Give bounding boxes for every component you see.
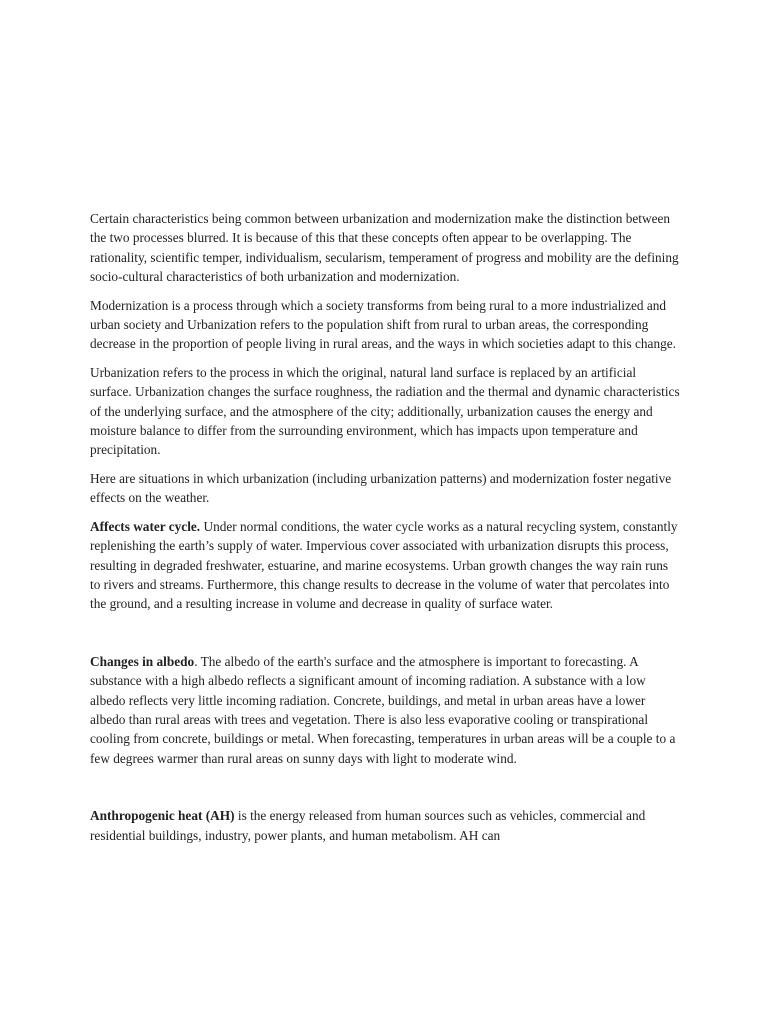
paragraph-situations: Here are situations in which urbanization (including urbanization patterns) and modernization foster negative effects on the weather. [90,470,672,506]
section-water-cycle [90,517,680,614]
paragraph-intro: Certain characteristics being common between urbanization and modernization make the distinction between the two processes blurred. It is because of this that these concepts often appear to be overlapping. The rationality, scientific temper, individualism, secularism, temperament of progress and mobility are the defining socio-cultural characteristics of both urbanization and modernization. [90,211,679,285]
section-albedo [90,652,680,768]
paragraph-urbanization: Urbanization refers to the process in which the original, natural land surface is replaced by an artificial surface. Urbanization changes the surface roughness, the radiation and the thermal and dynamic characteristics of the underlying surface, and the atmosphere of the city; additionally, urbanization causes the energy and moisture balance to differ from the surrounding environment, which has impacts upon temperature and precipitation. [90,364,680,458]
section-heading: Anthropogenic heat (AH) [90,808,235,824]
section-heading: Affects water cycle. [90,518,201,534]
section-body: Under normal conditions, the water cycle works as a natural recycling system, constantly replenishing the earth’s supply of water. Impervious cover associated with urbanization disrupts this process, resulting in degraded freshwater, estuarine, and marine ecosystems. Urban growth changes the way rain runs to rivers and streams. Furthermore, this change results to decrease in the volume of water that percolates into the ground, and a resulting increase in volume and decrease in quality of surface water. [90,518,678,612]
section-heading: Changes in albedo [90,653,195,669]
paragraph-modernization: Modernization is a process through which a society transforms from being rural to a more industrialized and urban society and Urbanization refers to the population shift from rural to urban areas, the corresponding decrease in the proportion of people living in rural areas, and the ways in which societies adapt to this change. [90,297,676,352]
section-anthropogenic-heat [90,806,680,845]
section-body: . The albedo of the earth's surface and the atmosphere is important to forecasting. A substance with a high albedo reflects a significant amount of incoming radiation. A substance with a low albedo reflects very little incoming radiation. Concrete, buildings, and metal in urban areas have a lower albedo than rural areas with trees and vegetation. There is also less evaporative cooling or transpirational cooling from concrete, buildings or metal. When forecasting, temperatures in urban areas will be a couple to a few degrees warmer than rural areas on sunny days with light to moderate wind. [90,653,676,766]
document-page [90,209,680,854]
section-body: is the energy released from human sources such as vehicles, commercial and residential buildings, industry, power plants, and human metabolism. AH can [90,808,646,843]
